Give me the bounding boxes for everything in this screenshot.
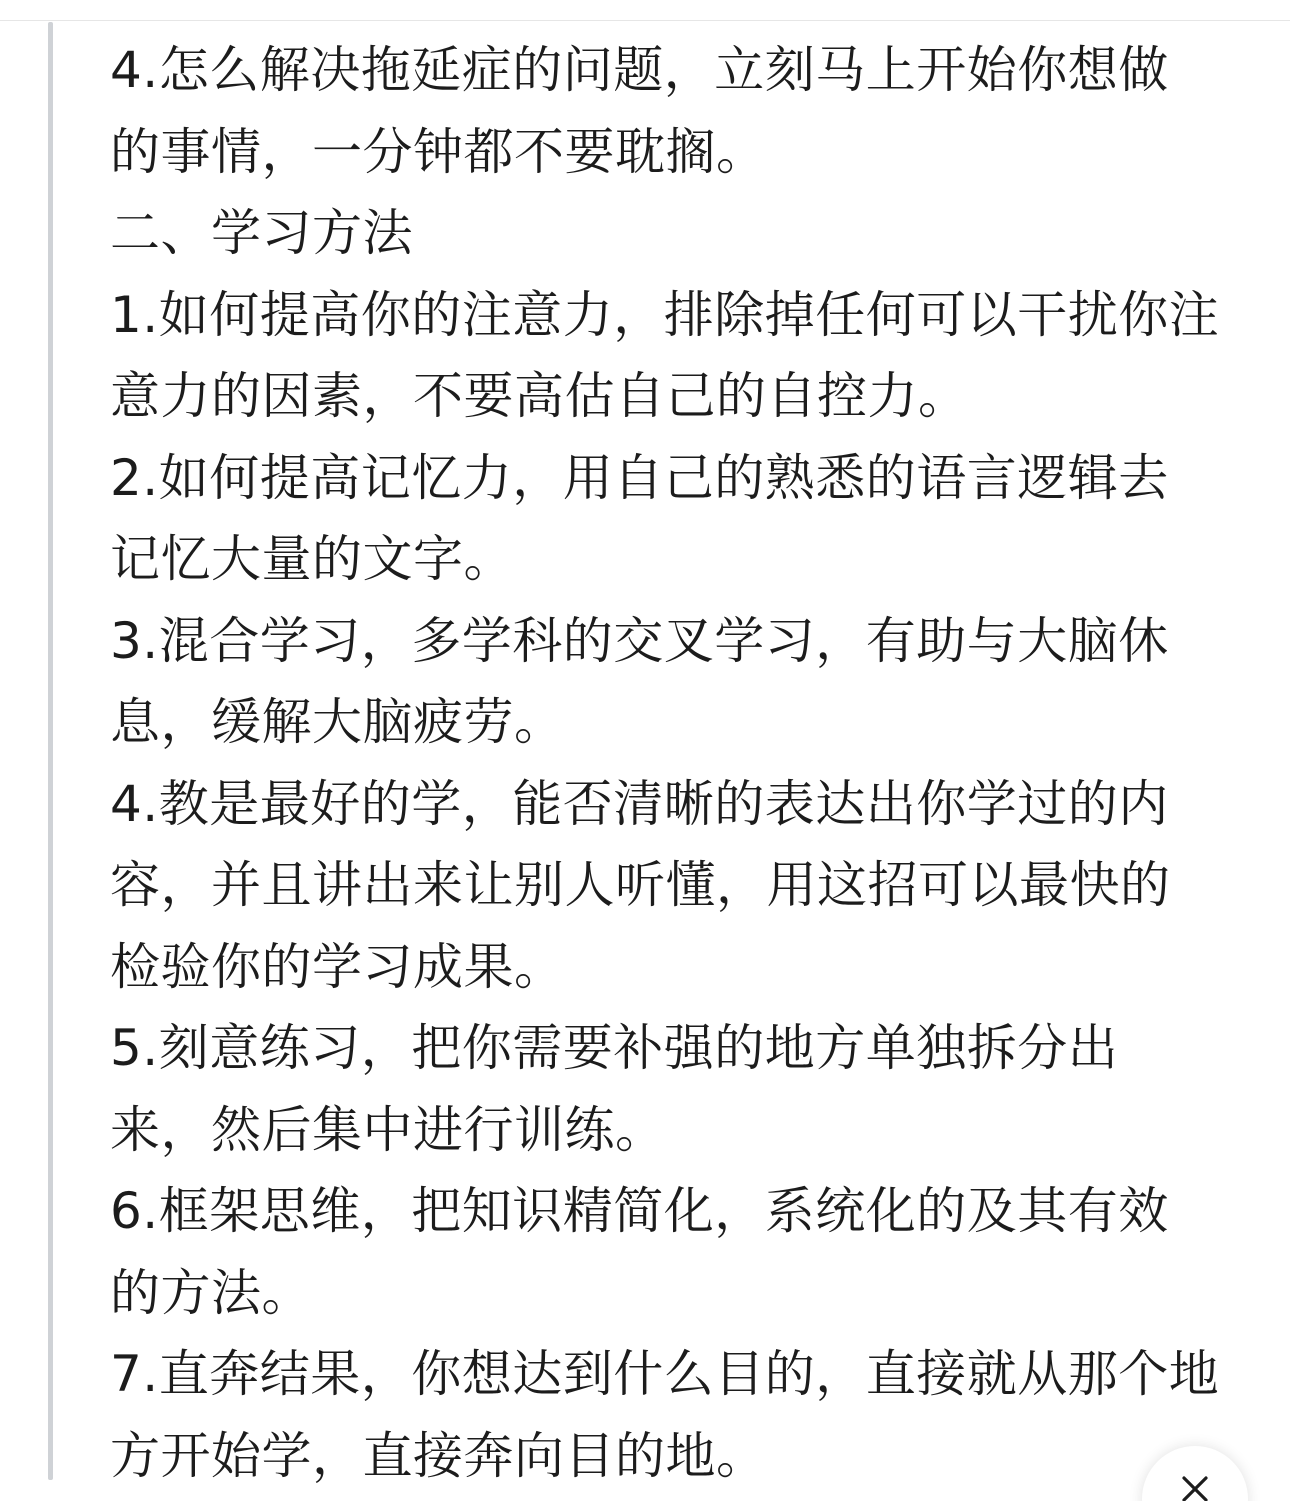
text-line: 5.刻意练习，把你需要补强的地方单独拆分出 — [110, 1019, 1119, 1077]
text-line: 容，并且讲出来让别人听懂，用这招可以最快的 — [110, 856, 1171, 914]
article-body — [110, 30, 1245, 1497]
text-line: 7.直奔结果，你想达到什么目的，直接就从那个地 — [110, 1345, 1220, 1403]
text-line: 2.如何提高记忆力，用自己的熟悉的语言逻辑去 — [110, 448, 1169, 507]
text-line: 的方法。 — [110, 1263, 312, 1322]
top-divider — [0, 20, 1290, 21]
text-line: 意力的因素，不要高估自己的自控力。 — [110, 367, 969, 425]
close-icon — [1178, 1472, 1212, 1501]
text-line: 4.教是最好的学，能否清晰的表达出你学过的内 — [110, 774, 1169, 833]
text-line: 方开始学，直接奔向目的地。 — [110, 1426, 767, 1485]
text-line: 记忆大量的文字。 — [110, 530, 514, 588]
text-line: 4.怎么解决拖延症的问题，立刻马上开始你想做 — [110, 41, 1169, 99]
text-line: 来，然后集中进行训练。 — [110, 1100, 666, 1159]
text-line: 息，缓解大脑疲劳。 — [110, 693, 565, 751]
text-line: 检验你的学习成果。 — [110, 937, 565, 996]
section-heading: 二、学习方法 — [110, 204, 413, 262]
text-line: 的事情，一分钟都不要耽搁。 — [110, 122, 767, 181]
quote-bar — [48, 22, 53, 1480]
text-line: 3.混合学习，多学科的交叉学习，有助与大脑休 — [110, 611, 1169, 670]
text-line: 1.如何提高你的注意力，排除掉任何可以干扰你注 — [110, 285, 1220, 344]
text-line: 6.框架思维，把知识精简化，系统化的及其有效 — [110, 1182, 1169, 1240]
